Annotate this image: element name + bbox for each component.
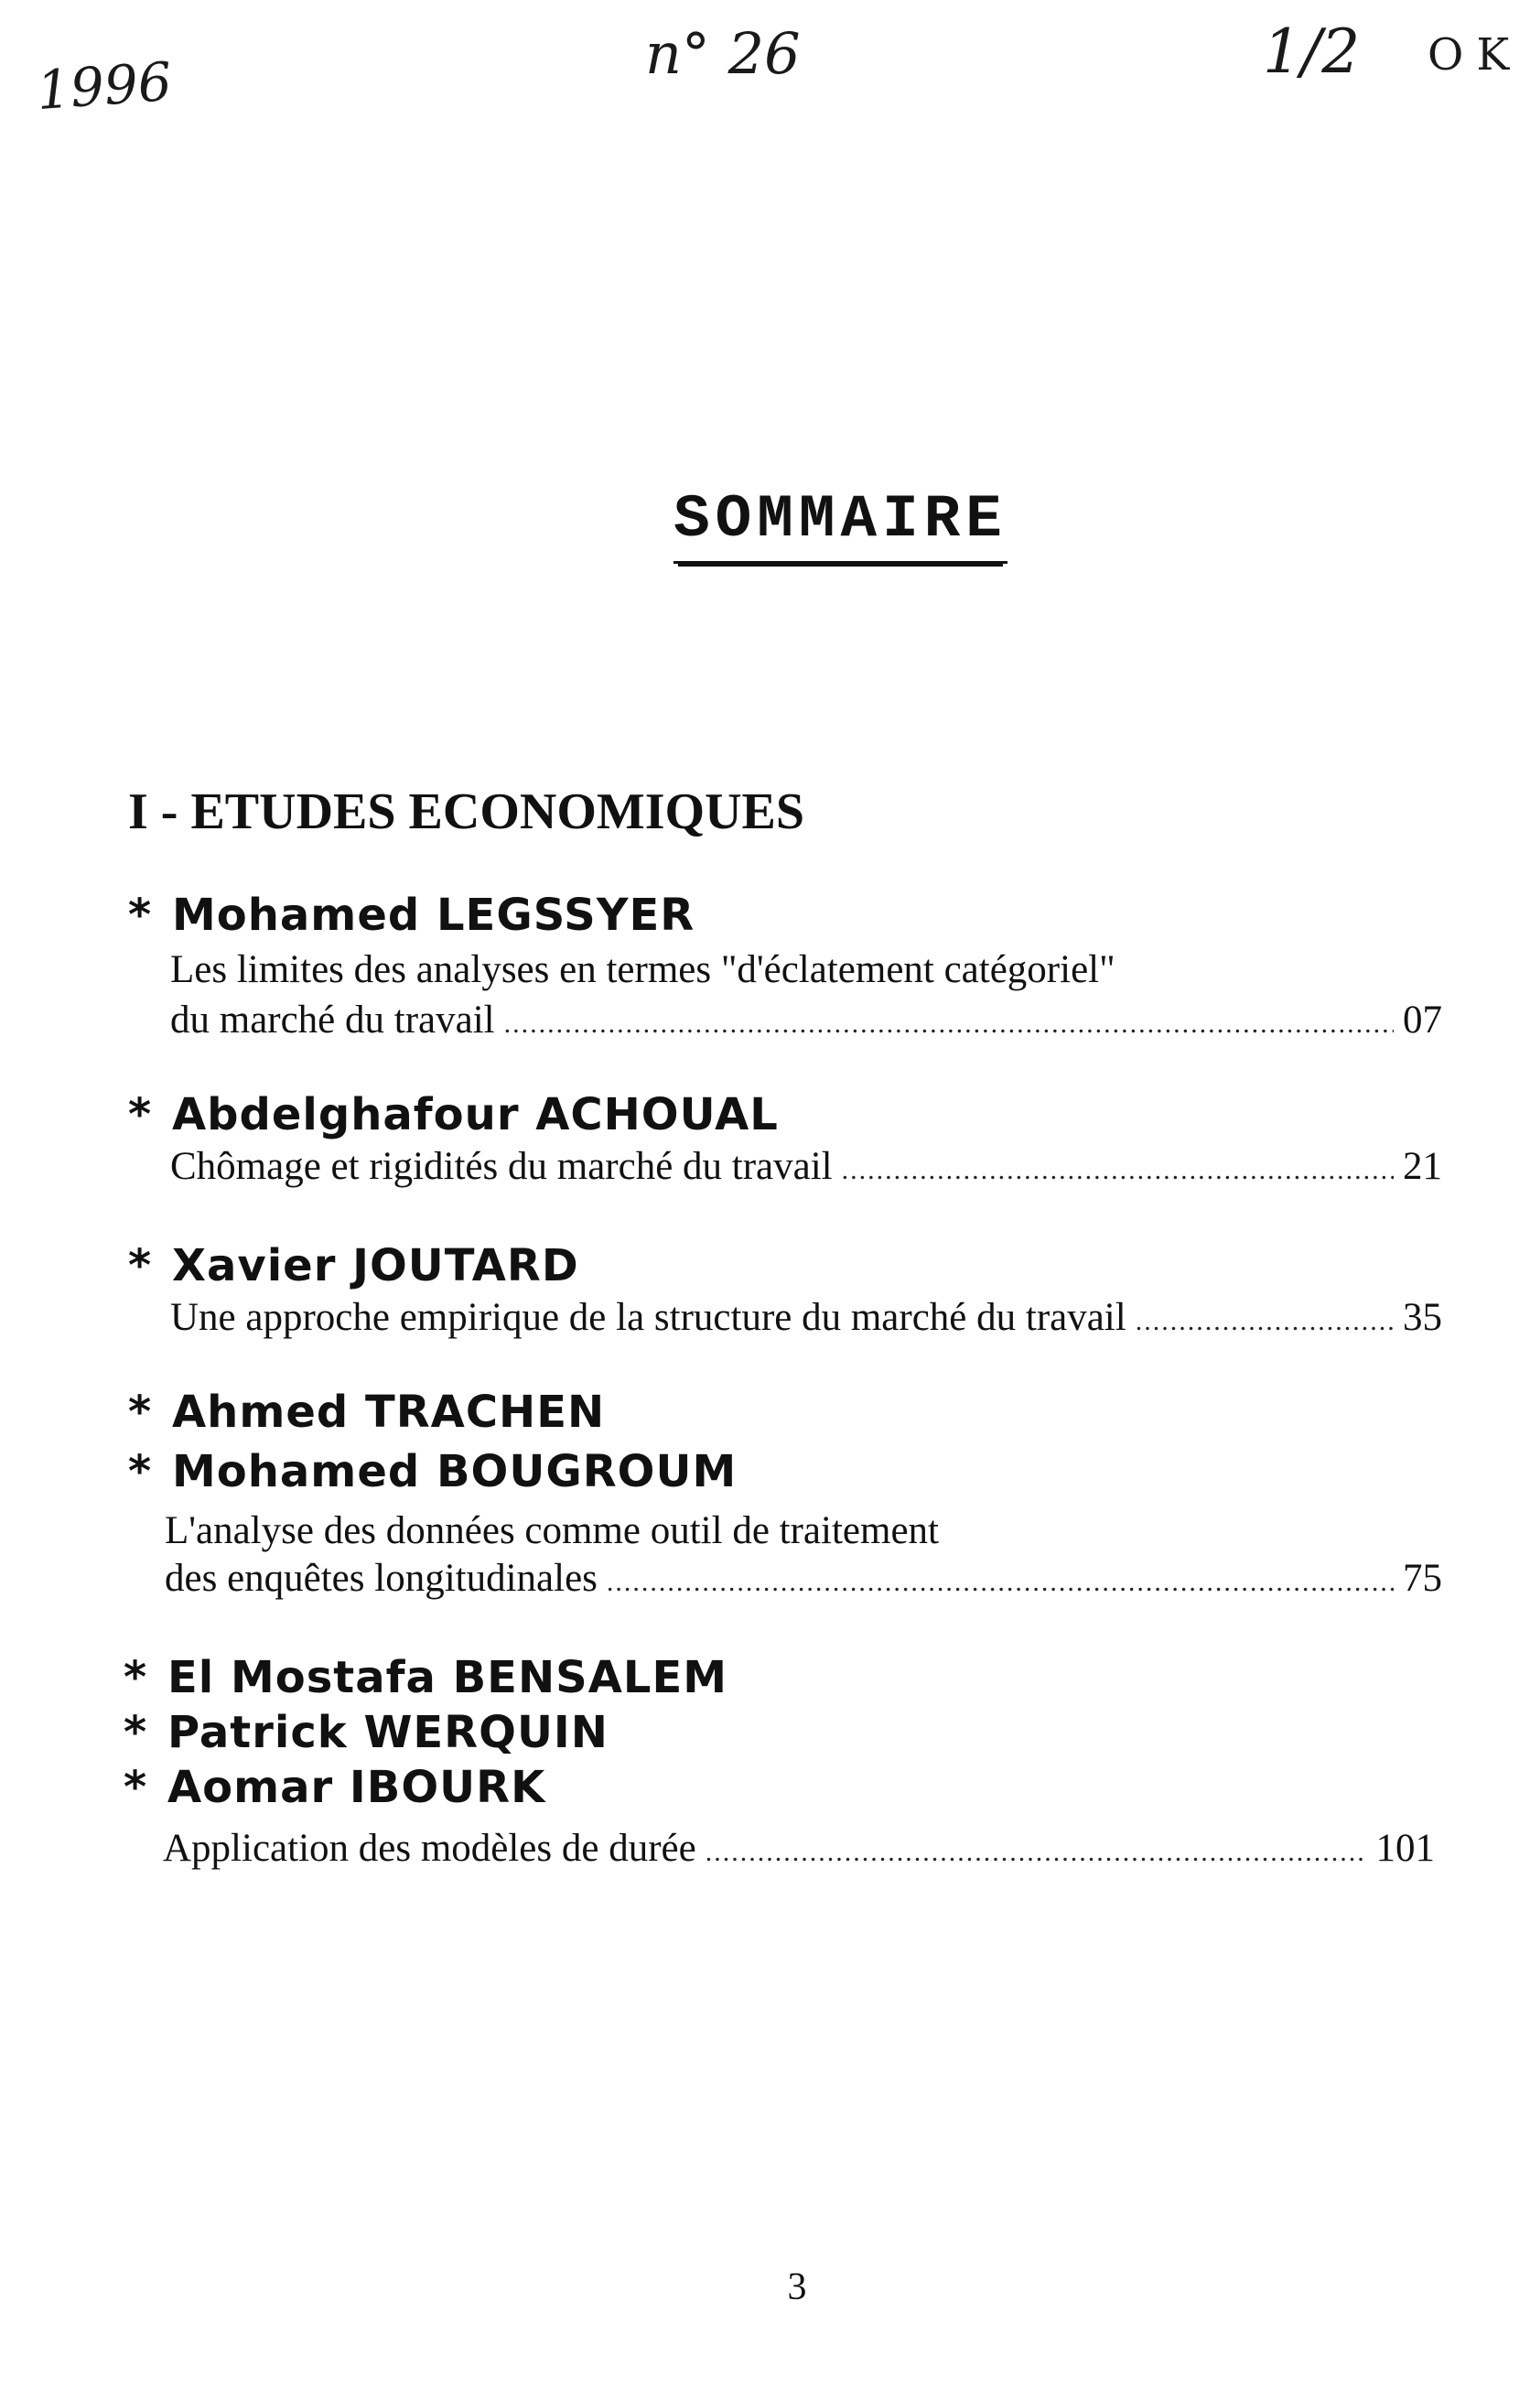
handwritten-issue-number: n° 26 <box>645 20 801 87</box>
bullet-star: * <box>124 1707 148 1758</box>
author-name: Abdelghafour ACHOUAL <box>172 1089 779 1140</box>
bullet-star: * <box>124 1762 148 1813</box>
entry-title-line <box>163 1826 1435 1871</box>
bullet-star: * <box>128 1446 153 1497</box>
bullet-star: * <box>128 1089 153 1140</box>
entry-author <box>128 1446 737 1497</box>
entry-title-line <box>165 1556 1442 1601</box>
entry-title-text: Application des modèles de durée <box>163 1827 696 1870</box>
author-name: Ahmed TRACHEN <box>172 1387 606 1438</box>
page-title-block <box>0 485 1530 564</box>
entry-title-line <box>170 1295 1442 1340</box>
dot-leader <box>842 1155 1394 1186</box>
entry-page-number: 75 <box>1403 1557 1442 1600</box>
entry-author <box>128 1089 779 1140</box>
bullet-star: * <box>128 1240 153 1291</box>
entry-author <box>128 1240 579 1291</box>
entry-title-text: des enquêtes longitudinales <box>165 1557 598 1600</box>
entry-title-text: Une approche empirique de la structure du marché du travail <box>170 1296 1126 1339</box>
author-name: Xavier JOUTARD <box>172 1240 579 1291</box>
entry-title-text: Chômage et rigidités du marché du travail <box>170 1145 833 1188</box>
page-title: SOMMAIRE <box>673 485 1007 564</box>
entry-page-number: 35 <box>1403 1296 1442 1339</box>
dot-leader <box>1136 1306 1394 1337</box>
handwritten-ok: OK <box>1428 29 1523 81</box>
section-heading: I - ETUDES ECONOMIQUES <box>128 783 805 840</box>
entry-page-number: 07 <box>1403 999 1442 1042</box>
bullet-star: * <box>124 1652 148 1703</box>
entry-title-line: L'analyse des données comme outil de traitement <box>165 1509 939 1552</box>
entry-page-number: 21 <box>1403 1145 1442 1188</box>
author-name: El Mostafa BENSALEM <box>167 1652 727 1703</box>
entry-title-line: Les limites des analyses en termes "d'éclatement catégoriel" <box>170 948 1115 991</box>
dot-leader <box>504 1009 1394 1040</box>
handwritten-reference: 1/2 <box>1263 16 1361 87</box>
dot-leader <box>607 1567 1394 1598</box>
page-number: 3 <box>787 2266 807 2308</box>
handwritten-year: 1996 <box>34 49 174 123</box>
entry-author <box>124 1652 727 1703</box>
page-number-block <box>0 2265 1530 2309</box>
entry-title-text: du marché du travail <box>170 999 495 1042</box>
entry-author <box>128 890 695 941</box>
entry-title-line <box>170 1144 1442 1189</box>
bullet-star: * <box>128 1387 153 1438</box>
entry-title-line <box>170 998 1442 1042</box>
entry-page-number: 101 <box>1375 1827 1435 1870</box>
author-name: Patrick WERQUIN <box>167 1707 609 1758</box>
dot-leader <box>706 1837 1367 1868</box>
author-name: Mohamed BOUGROUM <box>172 1446 738 1497</box>
entry-author <box>128 1387 605 1438</box>
author-name: Aomar IBOURK <box>167 1762 546 1813</box>
author-name: Mohamed LEGSSYER <box>172 890 695 941</box>
entry-author <box>124 1707 609 1758</box>
entry-author <box>124 1762 545 1813</box>
bullet-star: * <box>128 890 153 941</box>
